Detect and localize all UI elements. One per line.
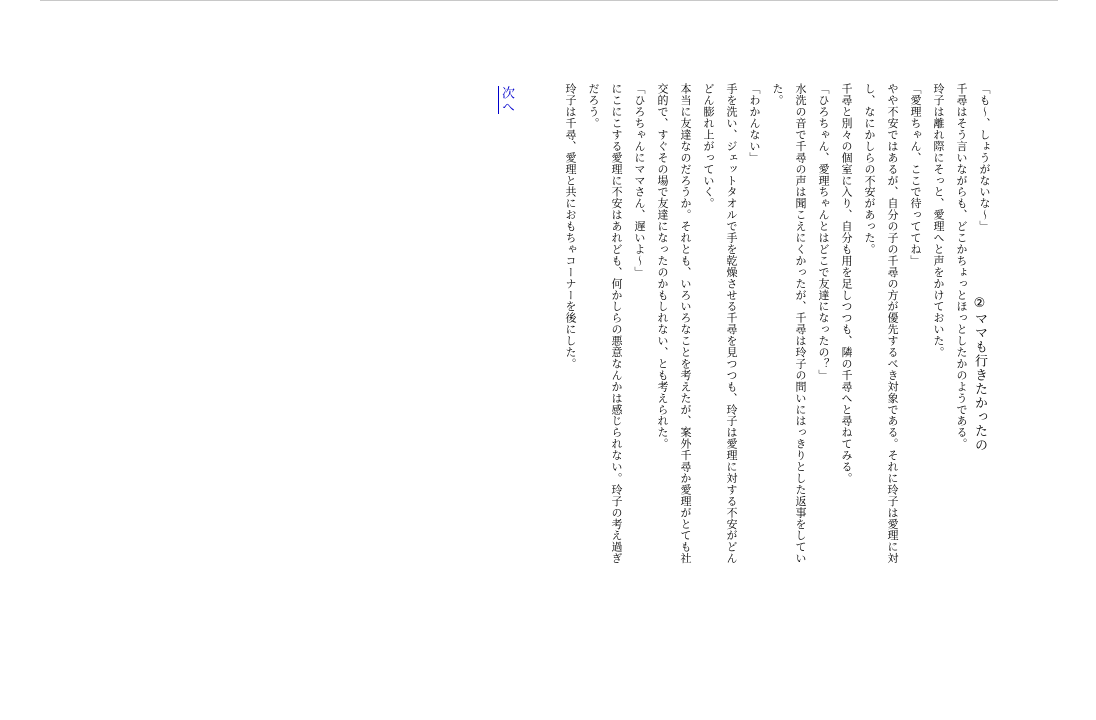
story-line: にこにこする愛理に不安はあれども、何かしらの悪意なんかは感じられない。玲子の考え過ぎ: [610, 83, 623, 564]
story-line: どん膨れ上がっていく。: [702, 83, 715, 209]
story-line: 水洗の音で千尋の声は聞こえにくかったが、千尋は玲子の問いにはっきりとした返事をしてい: [794, 83, 807, 564]
story-line: 千尋と別々の個室に入り、自分も用を足しつつも、隣の千尋へと尋ねてみる。: [840, 83, 853, 484]
story-line: 千尋はそう言いながらも、どこかちょっとほっとしたかのようである。: [955, 83, 968, 450]
story-line: 「わかんない」: [748, 83, 761, 164]
story-line: 本当に友達なのだろうか。それとも、いろいろなことを考えたが、案外千尋か愛理がとても社: [679, 83, 692, 564]
story-line: やや不安ではあるが、自分の子の千尋の方が優先するべき対象である。それに玲子は愛理に対: [886, 83, 899, 564]
chapter-title: ②ママも行きたかったの: [972, 296, 987, 452]
story-line: た。: [771, 83, 784, 106]
story-line: 「愛理ちゃん、ここで待っててね」: [909, 83, 922, 267]
story-line: し、なにかしらの不安があった。: [863, 83, 876, 255]
story-line: 「も〜、しょうがないな〜」: [978, 83, 991, 232]
story-line: 玲子は離れ際にそっと、愛理へと声をかけておいた。: [932, 83, 945, 358]
story-line: 手を洗い、ジェットタオルで手を乾燥させる千尋を見つつも、玲子は愛理に対する不安がどん: [725, 83, 738, 564]
story-body: [559, 83, 996, 703]
story-line: 交的で、すぐその場で友達になったのかもしれない、とも考えられた。: [656, 83, 669, 450]
story-line: 玲子は千尋、愛理と共におもちゃコーナーを後にした。: [564, 83, 577, 370]
story-line: 「ひろちゃん、愛理ちゃんとはどこで友達になったの？」: [817, 83, 830, 381]
top-divider: [40, 0, 1058, 1]
story-line: 「ひろちゃんにママさん、遅いよ〜」: [633, 83, 646, 278]
story-line: だろう。: [587, 83, 600, 129]
next-page-link[interactable]: 次へ: [499, 86, 514, 114]
